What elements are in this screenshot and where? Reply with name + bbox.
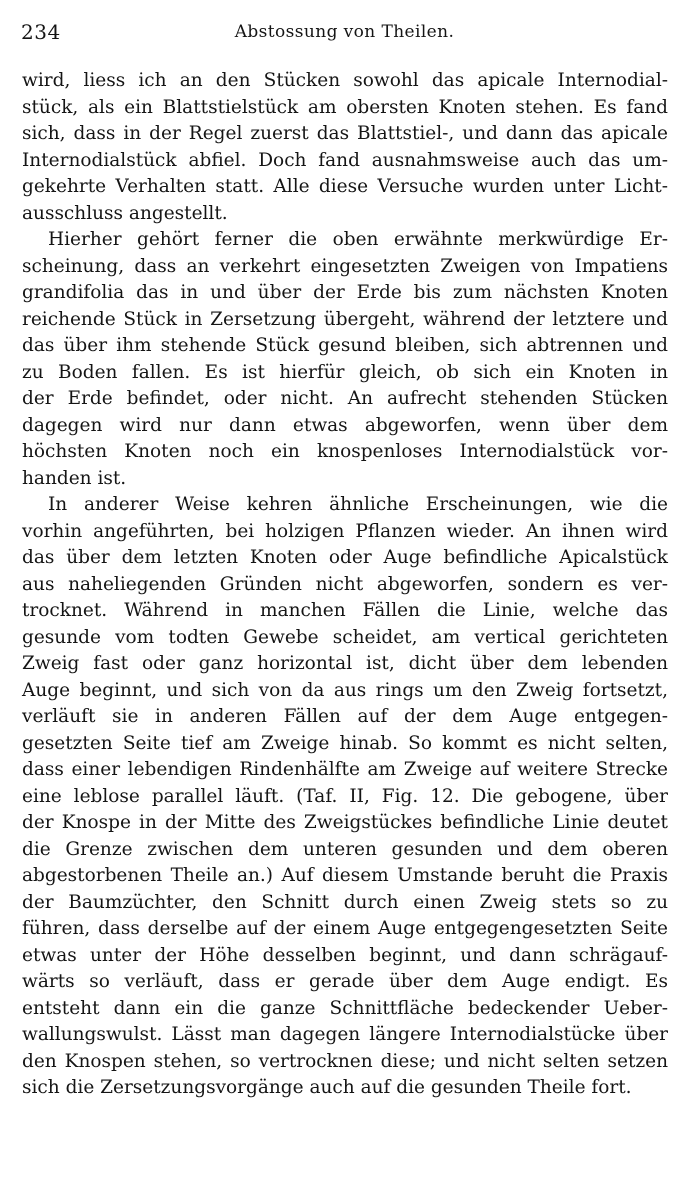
text-line: die Grenze zwischen dem unteren gesunden und dem oberen bbox=[22, 838, 668, 860]
text-line: Auge beginnt, und sich von da aus rings um den Zweig fortsetzt, bbox=[22, 679, 668, 701]
text-line: wird, liess ich an den Stücken sowohl das apicale Internodial- bbox=[22, 70, 668, 91]
text-line: dass einer lebendigen Rindenhälfte am Zweige auf weitere Strecke bbox=[22, 759, 668, 780]
text-line: grandifolia das in und über der Erde bis zum nächsten Knoten bbox=[22, 282, 668, 303]
page-header bbox=[21, 20, 668, 50]
text-line: entsteht dann ein die ganze Schnittfläche bedeckender Ueber- bbox=[22, 997, 668, 1019]
text-line: eine leblose parallel läuft. (Taf. II, Fig. 12. Die gebogene, über bbox=[22, 785, 668, 807]
text-line: verläuft sie in anderen Fällen auf der dem Auge entgegen- bbox=[22, 706, 668, 727]
text-line: abgestorbenen Theile an.) Auf diesem Umstande beruht die Praxis bbox=[22, 865, 668, 886]
page-number: 234 bbox=[21, 20, 61, 44]
text-line: sich die Zersetzungsvorgänge auch auf die gesunden Theile fort. bbox=[22, 1077, 632, 1098]
text-line: wallungswulst. Lässt man dagegen längere Internodialstücke über bbox=[22, 1024, 668, 1045]
running-head: Abstossung von Theilen. bbox=[234, 22, 455, 42]
text-line: den Knospen stehen, so vertrocknen diese; und nicht selten setzen bbox=[22, 1050, 668, 1072]
text-line: aus naheliegenden Gründen nicht abgeworfen, sondern es ver- bbox=[22, 573, 668, 595]
text-line: etwas unter der Höhe desselben beginnt, und dann schrägauf- bbox=[22, 944, 668, 966]
body-text bbox=[22, 68, 668, 1102]
text-line: handen ist. bbox=[22, 467, 127, 489]
text-line: der Erde befindet, oder nicht. An aufrecht stehenden Stücken bbox=[22, 388, 668, 409]
text-line: trocknet. Während in manchen Fällen die Linie, welche das bbox=[22, 600, 668, 621]
text-line: stück, als ein Blattstielstück am obersten Knoten stehen. Es fand bbox=[22, 96, 668, 118]
text-line: gekehrte Verhalten statt. Alle diese Versuche wurden unter Licht- bbox=[22, 176, 668, 197]
text-line: gesunde vom todten Gewebe scheidet, am vertical gerichteten bbox=[22, 626, 668, 648]
paragraph bbox=[22, 227, 668, 492]
text-line: Hierher gehört ferner die oben erwähnte merkwürdige Er- bbox=[48, 229, 668, 250]
text-line: wärts so verläuft, dass er gerade über dem Auge endigt. Es bbox=[22, 971, 668, 992]
text-line: höchsten Knoten noch ein knospenloses Internodialstück vor- bbox=[22, 441, 668, 462]
text-line: sich, dass in der Regel zuerst das Blattstiel-, und dann das apicale bbox=[22, 123, 668, 144]
text-line: reichende Stück in Zersetzung übergeht, während der letztere und bbox=[22, 308, 668, 330]
text-line: führen, dass derselbe auf der einem Auge entgegengesetzten Seite bbox=[22, 918, 668, 939]
paragraph bbox=[22, 492, 668, 1102]
text-line: vorhin angeführten, bei holzigen Pflanzen wieder. An ihnen wird bbox=[22, 520, 668, 542]
text-line: dagegen wird nur dann etwas abgeworfen, wenn über dem bbox=[22, 414, 668, 436]
text-line: der Baumzüchter, den Schnitt durch einen Zweig stets so zu bbox=[22, 891, 668, 913]
text-line: Internodialstück abfiel. Doch fand ausnahmsweise auch das um- bbox=[22, 149, 668, 171]
text-line: der Knospe in der Mitte des Zweigstückes befindliche Linie deutet bbox=[22, 812, 668, 833]
text-line: ausschluss angestellt. bbox=[22, 202, 228, 224]
text-line: gesetzten Seite tief am Zweige hinab. So kommt es nicht selten, bbox=[22, 732, 668, 754]
text-line: scheinung, dass an verkehrt eingesetzten Zweigen von Impatiens bbox=[22, 255, 668, 277]
text-line: das über dem letzten Knoten oder Auge befindliche Apicalstück bbox=[22, 547, 668, 568]
text-line: In anderer Weise kehren ähnliche Erscheinungen, wie die bbox=[48, 494, 668, 515]
paragraph-container bbox=[22, 68, 668, 1102]
text-line: zu Boden fallen. Es ist hierfür gleich, ob sich ein Knoten in bbox=[22, 361, 668, 383]
text-line: das über ihm stehende Stück gesund bleiben, sich abtrennen und bbox=[22, 335, 668, 356]
paragraph bbox=[22, 68, 668, 227]
text-line: Zweig fast oder ganz horizontal ist, dicht über dem lebenden bbox=[22, 653, 668, 674]
